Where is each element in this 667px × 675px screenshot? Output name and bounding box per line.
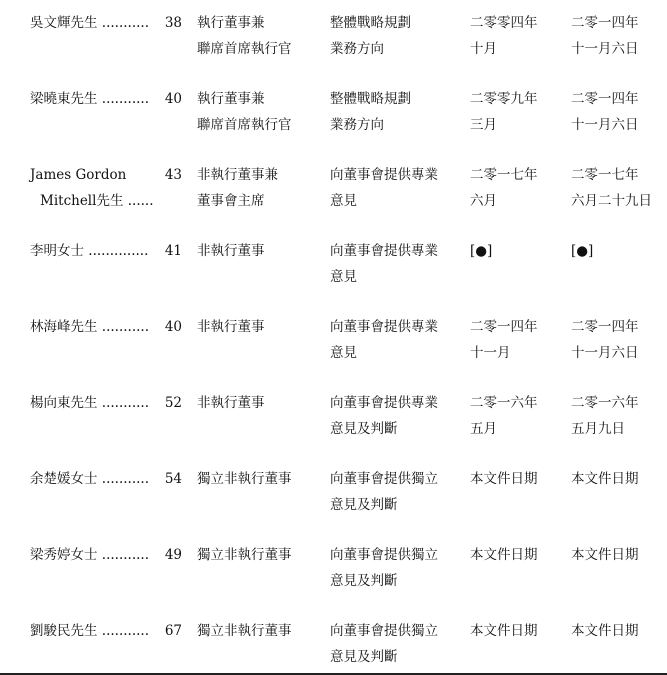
appointed-date bbox=[571, 238, 667, 264]
director-role-line: 向董事會提供專業 bbox=[330, 395, 438, 411]
joined-date-line: 二零零四年 bbox=[470, 15, 538, 31]
appointed-date-line: 本文件日期 bbox=[571, 623, 639, 639]
director-role-line: 向董事會提供獨立 bbox=[330, 623, 438, 639]
appointed-date bbox=[571, 162, 667, 214]
director-name bbox=[30, 162, 158, 214]
director-position-line: 非執行董事兼 bbox=[197, 167, 278, 183]
director-name-line: 梁曉東先生 ........... bbox=[30, 91, 149, 107]
joined-date bbox=[470, 314, 560, 366]
director-position-line: 執行董事兼 bbox=[197, 91, 265, 107]
appointed-date-line: 二零一四年 bbox=[571, 91, 639, 107]
director-role-line: 業務方向 bbox=[330, 117, 384, 133]
director-role bbox=[330, 314, 460, 366]
director-role-line: 意見及判斷 bbox=[330, 421, 398, 437]
director-name-line: 吳文輝先生 ........... bbox=[30, 15, 149, 31]
appointed-date bbox=[571, 390, 667, 442]
appointed-date-line: 二零一四年 bbox=[571, 319, 639, 335]
director-age: 41 bbox=[164, 243, 182, 259]
director-position-line: 非執行董事 bbox=[197, 319, 265, 335]
director-name bbox=[30, 542, 158, 568]
joined-date bbox=[470, 10, 560, 62]
joined-date-line: 五月 bbox=[470, 421, 497, 437]
table-row bbox=[0, 390, 667, 446]
appointed-date bbox=[571, 542, 667, 568]
director-role bbox=[330, 238, 460, 290]
joined-date-line: 二零零九年 bbox=[470, 91, 538, 107]
director-position-line: 獨立非執行董事 bbox=[197, 623, 292, 639]
director-position-line: 獨立非執行董事 bbox=[197, 471, 292, 487]
director-role-line: 向董事會提供專業 bbox=[330, 167, 438, 183]
appointed-date-line: 本文件日期 bbox=[571, 547, 639, 563]
appointed-date-line: 二零一四年 bbox=[571, 15, 639, 31]
joined-date-line: 六月 bbox=[470, 193, 497, 209]
director-position bbox=[197, 314, 317, 340]
appointed-date-line: 十一月六日 bbox=[571, 41, 639, 57]
director-age: 54 bbox=[164, 471, 182, 487]
director-role-line: 意見 bbox=[330, 193, 357, 209]
director-role-line: 整體戰略規劃 bbox=[330, 15, 411, 31]
director-position bbox=[197, 618, 317, 644]
joined-date-line: 二零一七年 bbox=[470, 167, 538, 183]
director-name-line: James Gordon bbox=[30, 167, 127, 183]
director-position-line: 董事會主席 bbox=[197, 193, 265, 209]
director-role-line: 向董事會提供專業 bbox=[330, 319, 438, 335]
director-role bbox=[330, 618, 460, 670]
director-name bbox=[30, 86, 158, 112]
director-position-line: 非執行董事 bbox=[197, 395, 265, 411]
director-name-line: 李明女士 .............. bbox=[30, 243, 149, 259]
joined-date-line: 本文件日期 bbox=[470, 547, 538, 563]
director-role-line: 意見及判斷 bbox=[330, 573, 398, 589]
table-row bbox=[0, 618, 667, 674]
director-name bbox=[30, 10, 158, 36]
joined-date-line: 二零一六年 bbox=[470, 395, 538, 411]
director-position bbox=[197, 390, 317, 416]
director-age: 67 bbox=[164, 623, 182, 639]
director-name-line: Mitchell先生 ...... bbox=[40, 193, 154, 209]
joined-date-line: 本文件日期 bbox=[470, 471, 538, 487]
director-position bbox=[197, 10, 317, 62]
appointed-date bbox=[571, 618, 667, 644]
table-row bbox=[0, 314, 667, 370]
joined-date bbox=[470, 86, 560, 138]
appointed-date-line: 二零一七年 bbox=[571, 167, 639, 183]
director-age: 52 bbox=[164, 395, 182, 411]
table-row bbox=[0, 86, 667, 142]
director-role-line: 意見 bbox=[330, 269, 357, 285]
director-role-line: 意見 bbox=[330, 345, 357, 361]
director-position-line: 非執行董事 bbox=[197, 243, 265, 259]
appointed-date-line: 十一月六日 bbox=[571, 117, 639, 133]
director-name bbox=[30, 466, 158, 492]
director-name-line: 林海峰先生 ........... bbox=[30, 319, 149, 335]
director-role-line: 意見及判斷 bbox=[330, 649, 398, 665]
director-position bbox=[197, 86, 317, 138]
director-role-line: 向董事會提供獨立 bbox=[330, 471, 438, 487]
director-name-line: 劉駿民先生 ........... bbox=[30, 623, 149, 639]
director-position-line: 聯席首席執行官 bbox=[197, 41, 292, 57]
table-row bbox=[0, 466, 667, 522]
joined-date-line: 本文件日期 bbox=[470, 623, 538, 639]
table-row bbox=[0, 238, 667, 294]
joined-date bbox=[470, 390, 560, 442]
director-position bbox=[197, 466, 317, 492]
joined-date bbox=[470, 466, 560, 492]
director-position-line: 聯席首席執行官 bbox=[197, 117, 292, 133]
joined-date-line: [●] bbox=[470, 243, 493, 259]
director-role-line: 向董事會提供專業 bbox=[330, 243, 438, 259]
appointed-date-line: 本文件日期 bbox=[571, 471, 639, 487]
director-name-line: 余楚媛女士 ........... bbox=[30, 471, 149, 487]
director-age: 49 bbox=[164, 547, 182, 563]
director-age: 43 bbox=[164, 167, 182, 183]
table-row bbox=[0, 10, 667, 66]
joined-date bbox=[470, 162, 560, 214]
director-role bbox=[330, 466, 460, 518]
director-name bbox=[30, 390, 158, 416]
appointed-date bbox=[571, 314, 667, 366]
director-position bbox=[197, 238, 317, 264]
director-name bbox=[30, 618, 158, 644]
joined-date-line: 十一月 bbox=[470, 345, 511, 361]
director-role bbox=[330, 86, 460, 138]
appointed-date-line: 二零一六年 bbox=[571, 395, 639, 411]
director-role-line: 業務方向 bbox=[330, 41, 384, 57]
appointed-date bbox=[571, 86, 667, 138]
table-row bbox=[0, 542, 667, 598]
director-position bbox=[197, 162, 317, 214]
appointed-date-line: 五月九日 bbox=[571, 421, 625, 437]
appointed-date bbox=[571, 10, 667, 62]
director-role bbox=[330, 10, 460, 62]
director-position-line: 獨立非執行董事 bbox=[197, 547, 292, 563]
director-name-line: 梁秀婷女士 ........... bbox=[30, 547, 149, 563]
director-role-line: 向董事會提供獨立 bbox=[330, 547, 438, 563]
appointed-date-line: [●] bbox=[571, 243, 594, 259]
director-role-line: 整體戰略規劃 bbox=[330, 91, 411, 107]
joined-date-line: 三月 bbox=[470, 117, 497, 133]
director-name-line: 楊向東先生 ........... bbox=[30, 395, 149, 411]
director-position-line: 執行董事兼 bbox=[197, 15, 265, 31]
table-row bbox=[0, 162, 667, 218]
director-role bbox=[330, 542, 460, 594]
director-role bbox=[330, 162, 460, 214]
appointed-date bbox=[571, 466, 667, 492]
director-age: 40 bbox=[164, 319, 182, 335]
director-name bbox=[30, 314, 158, 340]
director-name bbox=[30, 238, 158, 264]
director-age: 38 bbox=[164, 15, 182, 31]
joined-date bbox=[470, 238, 560, 264]
appointed-date-line: 六月二十九日 bbox=[571, 193, 652, 209]
director-position bbox=[197, 542, 317, 568]
appointed-date-line: 十一月六日 bbox=[571, 345, 639, 361]
joined-date-line: 二零一四年 bbox=[470, 319, 538, 335]
joined-date bbox=[470, 542, 560, 568]
director-role bbox=[330, 390, 460, 442]
joined-date-line: 十月 bbox=[470, 41, 497, 57]
joined-date bbox=[470, 618, 560, 644]
director-role-line: 意見及判斷 bbox=[330, 497, 398, 513]
director-age: 40 bbox=[164, 91, 182, 107]
